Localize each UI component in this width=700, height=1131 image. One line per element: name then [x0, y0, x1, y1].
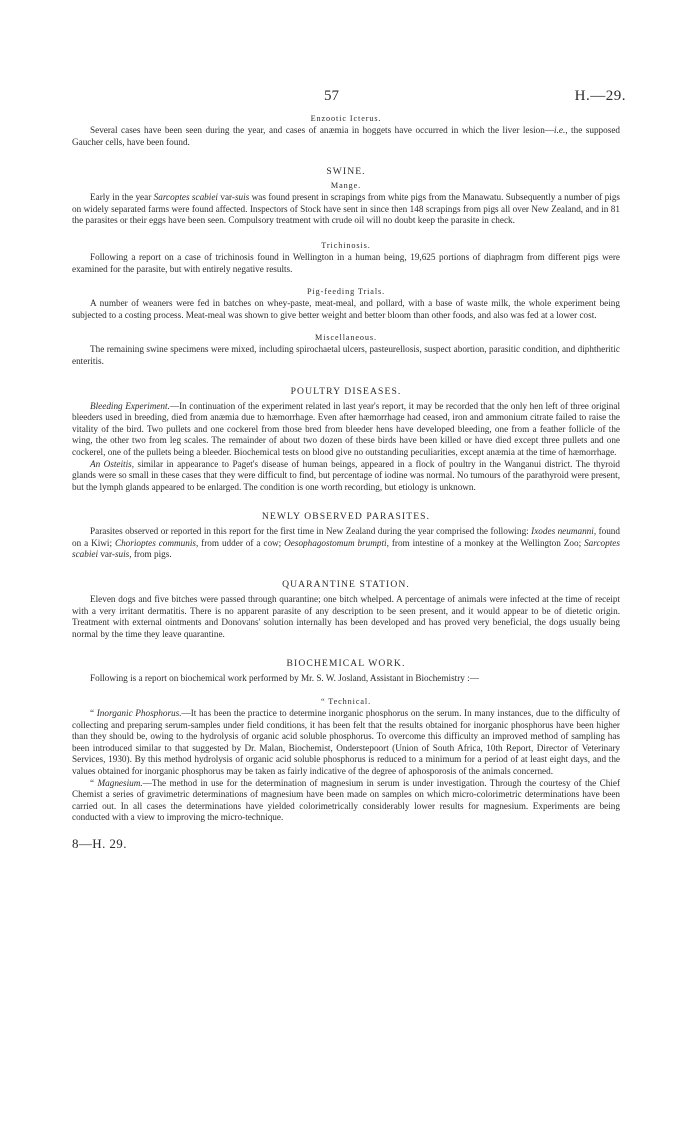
- paragraph-mange: Early in the year Sarcoptes scabiei var-suis was found present in scrapings from white pigs from the Manawatu. Subsequently a number of pigs on widely separated farms were found affected. Inspectors of Stock have sent in since then 148 scrapings from pigs all over New Zealand, and in 81 the parasites or their eggs have been seen. Compulsory treatment with crude oil will no doubt keep the parasite in check.: [72, 192, 620, 226]
- paragraph-miscellaneous: The remaining swine specimens were mixed, including spirochaetal ulcers, pasteurellosis, suspect abortion, parasitic condition, and diphtheritic enteritis.: [72, 344, 620, 366]
- heading-quarantine-station: QUARANTINE STATION.: [282, 579, 410, 591]
- section-title-pig-feeding-trials: Pig-feeding Trials.: [306, 287, 386, 297]
- paragraph-osteitis: An Osteitis, similar in appearance to Paget's disease of human beings, appeared in a flock of poultry in the Wanganui district. The thyroid glands were so small in these cases that they were difficult to find, but percentage of iodine was normal. No tumours of the parathyroid were present, but the lymph glands appeared to be enlarged. The condition is one worth recording, but etiology is unknown.: [72, 458, 621, 492]
- paragraph-inorganic-phosphorus: “ Inorganic Phosphorus.—It has been the practice to determine inorganic phosphorus on the serum. In many instances, due to the difficulty of collecting and preparing serum-samples under field conditions, it has been felt that the results obtained for inorganic phosphorus have been higher than they should be, owing to the hydrolysis of organic acid soluble phosphorus. To overcome this difficulty an improved method of sampling has been introduced similar to that suggested by Dr. Malan, Biochemist, Onderstepoort (Union of South Africa, 10th Report, Director of Veterinary Services, 1930). By this method hydrolysis of organic acid soluble phosphorus is reduced to a minimum for a period of at least eight days, and the values obtained for inorganic phosphorus may be taken as fairly indicative of the degree of aphosporosis of the animals concerned.: [72, 708, 620, 776]
- paragraph-biochem-intro: Following is a report on biochemical work performed by Mr. S. W. Josland, Assistant in Biochemistry :—: [90, 673, 479, 684]
- paragraph-magnesium: “ Magnesium.—The method in use for the determination of magnesium in serum is under investigation. Through the courtesy of the Chief Chemist a series of gravimetric determinations of magnesium have been made on samples on which micro-colorimetric determinations have been carried out. In all cases the determinations have yielded colorimetrically considerably lower results for magnesium. Experiments are being conducted with a view to improving the micro-technique.: [72, 777, 621, 823]
- paragraph-pig-feeding-trials: A number of weaners were fed in batches on whey-paste, meat-meal, and pollard, with a base of waste milk, the whole experiment being subjected to a costing process. Meat-meal was shown to give better weight and better bloom than other foods, and also was fed at a lower cost.: [72, 298, 620, 320]
- heading-poultry-diseases: POULTRY DISEASES.: [290, 385, 402, 397]
- section-title-technical: “ Technical.: [320, 697, 372, 707]
- heading-newly-observed-parasites: NEWLY OBSERVED PARASITES.: [261, 511, 431, 523]
- page-number: 57: [324, 88, 339, 104]
- section-title-enzootic-icterus: Enzootic Icterus.: [310, 114, 382, 123]
- paragraph-bleeding-experiment: Bleeding Experiment.—In continuation of the experiment related in last year's report, it may be recorded that the only hen left of three original bleeders used in breeding, died from anæmia due to hæmorrhage. Even after hæmorrhage had ceased, iron and ammonium citrate failed to raise the vitality of the bird. Two pullets and one cockerel from those bred from bleeder hens have developed bleeding, one from a feather follicle of the wing, the other two from leg scales. The remainder of about two dozen of these birds have been killed or have died except three pullets and one cockerel, one of the pullets being a bleeder. Biochemical tests on blood give no outstanding peculiarities, except anæmia at the time of hæmorrhage.: [72, 400, 620, 457]
- page-signature: 8—H. 29.: [72, 835, 127, 851]
- paragraph-trichinosis: Following a report on a case of trichinosis found in Wellington in a human being, 19,625 portions of diaphragm from different pigs were examined for the parasite, but with entirely negative results.: [72, 251, 620, 274]
- section-title-trichinosis: Trichinosis.: [321, 240, 371, 250]
- paragraph-enzootic-icterus: Several cases have been seen during the year, and cases of anæmia in hoggets have occurred in which the liver lesion—i.e., the supposed Gaucher cells, have been found.: [72, 125, 620, 147]
- heading-swine: SWINE.: [326, 166, 366, 178]
- paragraph-parasites: Parasites observed or reported in this report for the first time in New Zealand during the year comprised the following: Ixodes neumanni, found on a Kiwi; Chorioptes communis, from udder of a cow; Oesophagostomum brumpti, from intestine of a monkey at the Wellington Zoo; Sarcoptes scabiei var-suis, from pigs.: [72, 526, 620, 560]
- paragraph-quarantine: Eleven dogs and five bitches were passed through quarantine; one bitch whelped. A percentage of animals were infected at the time of receipt with a very irritant dermatitis. There is no apparent parasite of any description to be seen present, and it would appear to be of dietetic origin. Treatment with external ointments and Donovans' solution internally has been developed and has proved very beneficial, the dogs usually being normal by the time they leave quarantine.: [72, 594, 620, 639]
- document-page: [72, 88, 626, 852]
- section-title-miscellaneous: Miscellaneous.: [315, 333, 377, 343]
- page-header: [72, 88, 626, 114]
- heading-biochemical-work: BIOCHEMICAL WORK.: [286, 658, 406, 670]
- section-title-mange: Mange.: [330, 181, 362, 191]
- document-reference: H.—29.: [574, 88, 626, 104]
